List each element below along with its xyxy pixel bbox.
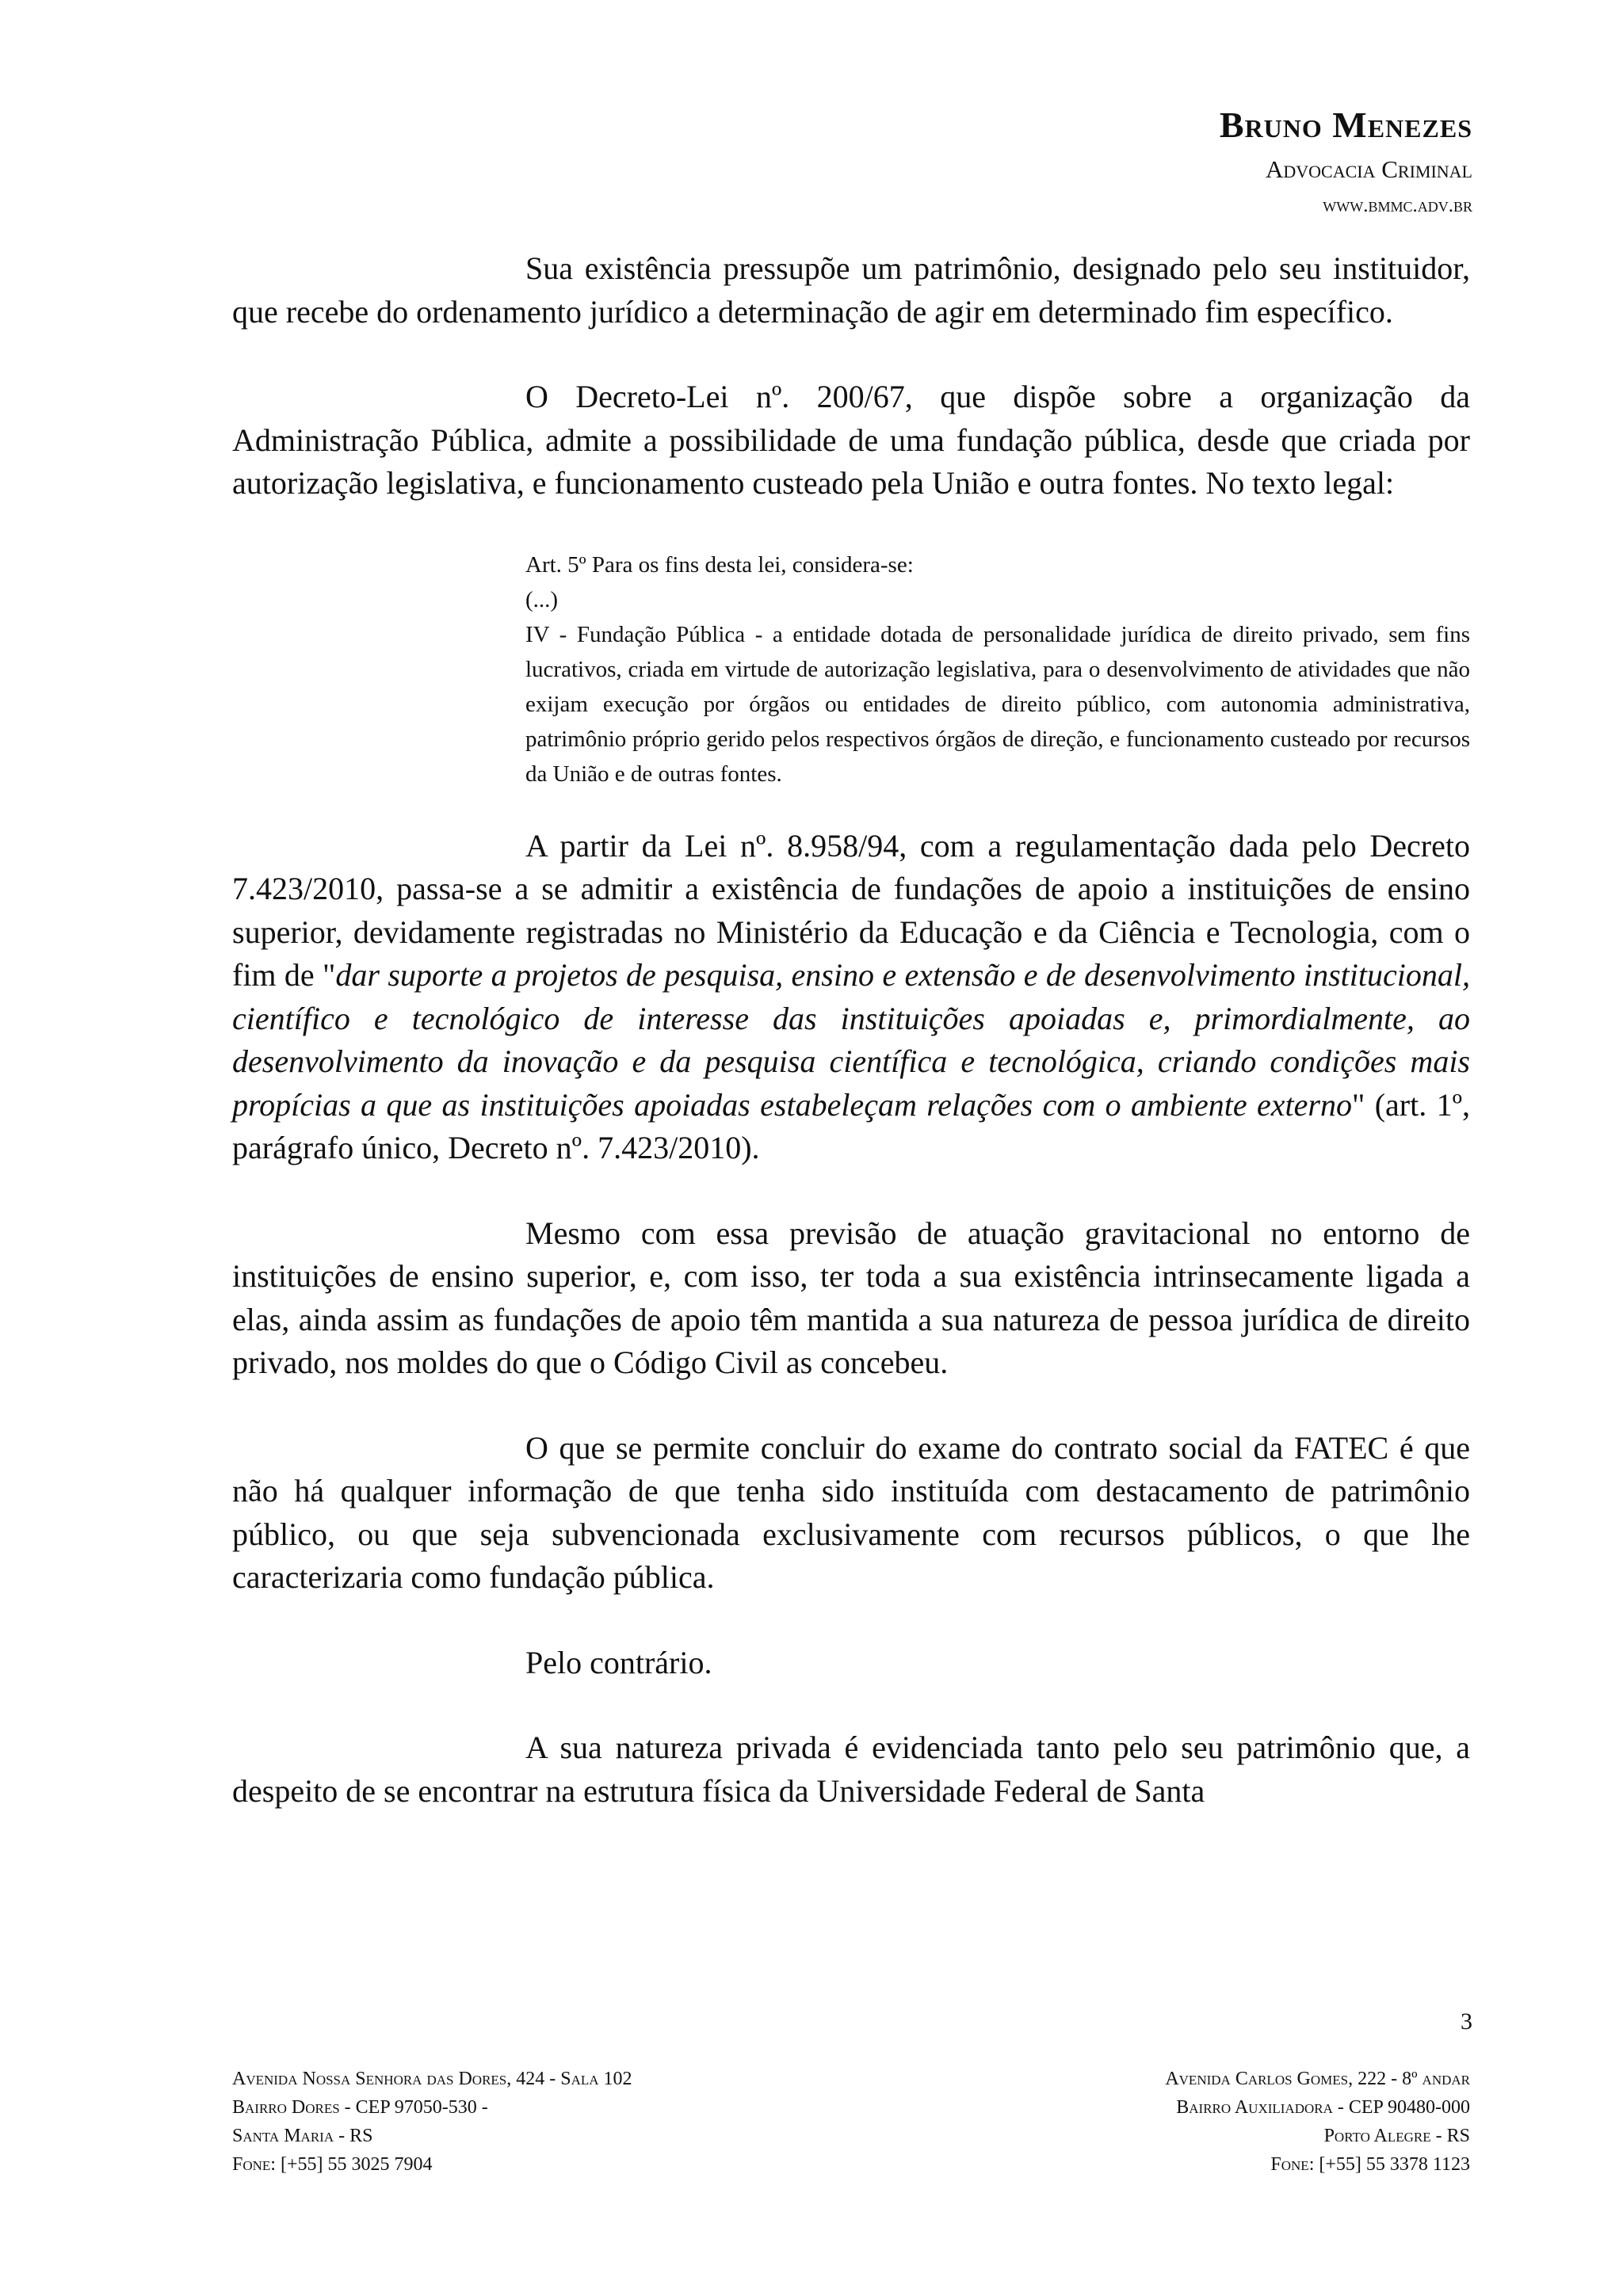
firm-website: www.bmmc.adv.br [1323,195,1472,216]
paragraph-2: O Decreto-Lei nº. 200/67, que dispõe sobre a organização da Administração Pública, admite a possibilidade de uma fundação pública, desde que criada por autorização legislativa, e funcionamento custeado pela União e outra fontes. No texto legal: [232,379,1470,501]
footer-right-line-3: Porto Alegre - RS [1323,2126,1470,2146]
paragraph-7: A sua natureza privada é evidenciada tanto pelo seu patrimônio que, a despeito de se encontrar na estrutura física da Universidade Federal de Santa [232,1730,1470,1809]
paragraph-1: Sua existência pressupõe um patrimônio, designado pelo seu instituidor, que recebe do ordenamento jurídico a determinação de agir em determinado fim específico. [232,250,1470,330]
footer-right-line-1: Avenida Carlos Gomes, 222 - 8º andar [1165,2069,1470,2089]
footer-right-line-4: Fone: [+55] 55 3378 1123 [1270,2154,1470,2175]
paragraph-6: Pelo contrário. [525,1644,712,1680]
footer-address-porto-alegre [1165,2065,1470,2179]
page-number: 3 [1461,2008,1472,2035]
firm-subtitle: Advocacia Criminal [1265,155,1472,183]
firm-name: Bruno Menezes [1219,105,1472,145]
quote-line-2: (...) [525,586,559,612]
paragraph-4: Mesmo com essa previsão de atuação gravitacional no entorno de instituições de ensino superior, e, com isso, ter toda a sua existência intrinsecamente ligada a elas, ainda assim as fundações de apoio têm mantida a sua natureza de pessoa jurídica de direito privado, nos moldes do que o Código Civil as concebeu. [232,1215,1470,1380]
quote-line-3: IV - Fundação Pública - a entidade dotada de personalidade jurídica de direito privado, sem fins lucrativos, criada em virtude de autorização legislativa, para o desenvolvimento de atividades que não exijam execução por órgãos ou entidades de direito público, com autonomia administrativa, patrimônio próprio gerido pelos respectivos órgãos de direção, e funcionamento custeado por recursos da União e de outras fontes. [525,621,1470,787]
paragraph-3-outro: " (art. 1º, parágrafo único, Decreto nº. 7.423/2010). [232,1086,1470,1165]
footer-left-line-3: Santa Maria - RS [232,2126,373,2146]
paragraph-5: O que se permite concluir do exame do contrato social da FATEC é que não há qualquer informação de que tenha sido instituída com destacamento de patrimônio público, ou que seja subvencionada exclusivamente com recursos públicos, o que lhe caracterizaria como fundação pública. [232,1429,1470,1595]
footer-left-line-1: Avenida Nossa Senhora das Dores, 424 - Sala 102 [232,2069,632,2089]
paragraph-3-citation: dar suporte a projetos de pesquisa, ensino e extensão e de desenvolvimento institucional, científico e tecnológico de interesse das instituições apoiadas e, primordialmente, ao desenvolvimento da inovação e da pesquisa científica e tecnológica, criando condições mais propícias a que as instituições apoiadas estabeleçam relações com o ambiente externo [232,957,1470,1123]
paragraph-3 [232,825,1470,1170]
legal-quote [525,547,1470,791]
footer-address-santa-maria [232,2065,632,2179]
paragraph-3-intro: A partir da Lei nº. 8.958/94, com a regulamentação dada pelo Decreto 7.423/2010, passa-se a se admitir a existência de fundações de apoio a instituições de ensino superior, devidamente registradas no Ministério da Educação e da Ciência e Tecnologia, com o fim de " [232,827,1470,993]
footer-left-line-2: Bairro Dores - CEP 97050-530 - [232,2097,488,2118]
footer-right-line-2: Bairro Auxiliadora - CEP 90480-000 [1176,2097,1470,2118]
footer-left-line-4: Fone: [+55] 55 3025 7904 [232,2154,433,2175]
document-body [232,247,1470,1855]
letterhead [1220,103,1472,222]
quote-line-1: Art. 5º Para os fins desta lei, considera-se: [525,551,914,578]
